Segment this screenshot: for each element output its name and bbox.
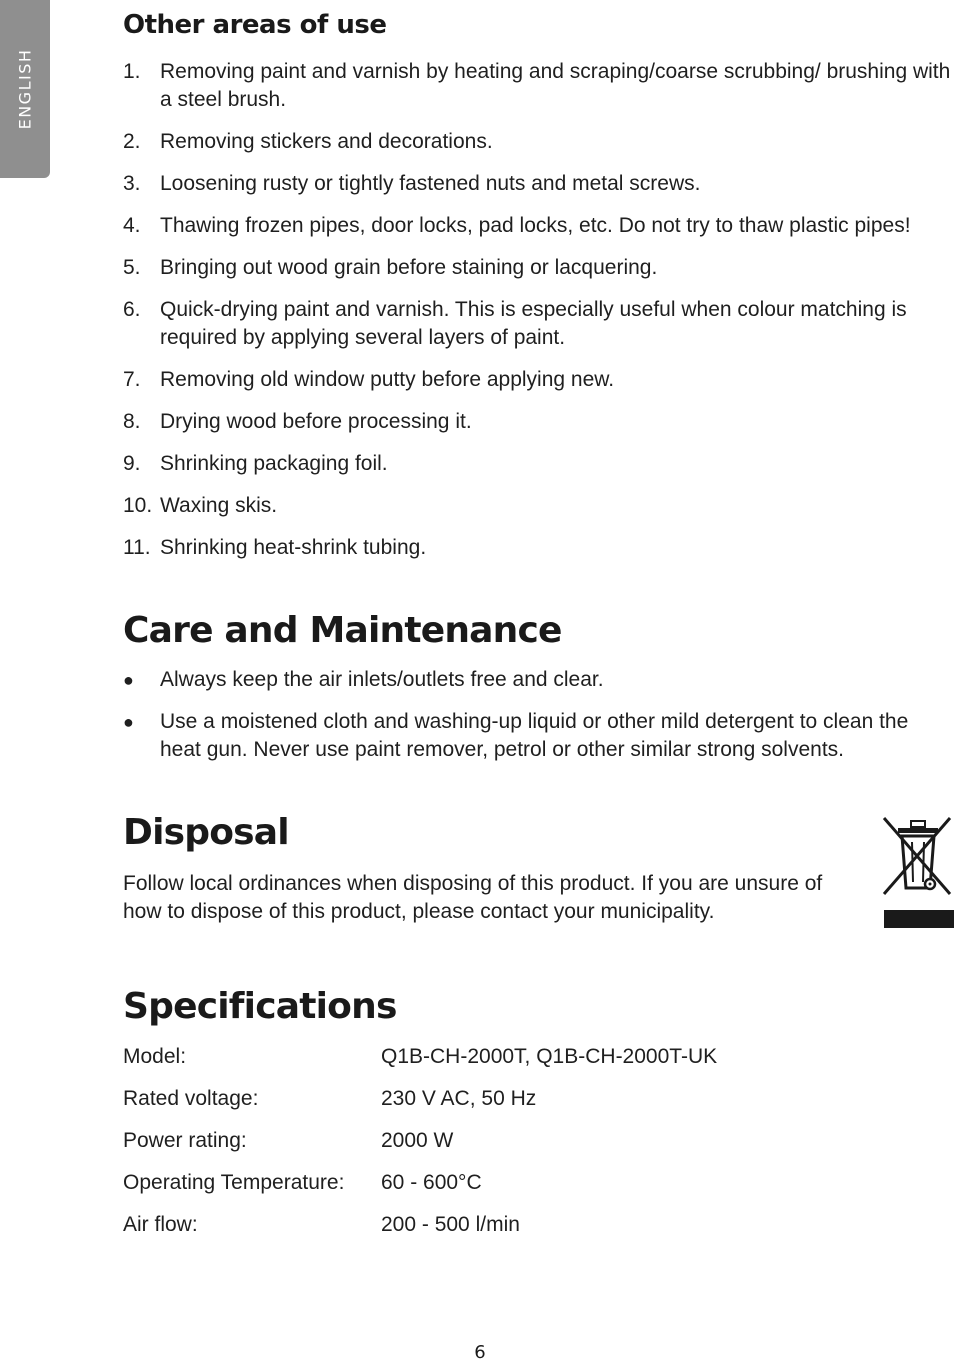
list-item [123,366,958,394]
spec-row-airflow [123,1211,520,1239]
care-list [123,666,953,778]
item-text: Bringing out wood grain before staining or lacquering. [160,256,658,279]
language-label: ENGLISH [15,48,35,130]
list-item [123,708,953,764]
bullet-text: Always keep the air inlets/outlets free and clear. [160,668,604,691]
item-text: Loosening rusty or tightly fastened nuts and metal screws. [160,172,701,195]
item-text: Removing paint and varnish by heating and scraping/coarse scrubbing/ brushing with a steel brush. [160,60,951,111]
item-number: 5. [123,256,141,279]
spec-row-temperature [123,1169,482,1197]
spec-row-power [123,1127,453,1155]
list-item [123,58,958,114]
bullet-icon: ● [123,712,134,732]
item-text: Waxing skis. [160,494,278,517]
item-text: Shrinking packaging foil. [160,452,388,475]
list-item [123,534,958,562]
spec-label: Operating Temperature: [123,1171,345,1194]
list-item [123,492,958,520]
care-heading: Care and Maintenance [123,610,562,651]
spec-value: 2000 W [381,1129,454,1152]
item-text: Thawing frozen pipes, door locks, pad locks, etc. Do not try to thaw plastic pipes! [160,214,911,237]
item-number: 3. [123,172,141,195]
bullet-text: Use a moistened cloth and washing-up liquid or other mild detergent to clean the heat gun. Never use paint remover, petrol or other similar strong solvents. [160,710,909,761]
list-item [123,212,958,240]
list-item [123,254,958,282]
item-text: Removing stickers and decorations. [160,130,493,153]
other-uses-heading: Other areas of use [123,10,387,40]
disposal-heading: Disposal [123,812,289,853]
spec-label: Power rating: [123,1129,247,1152]
spec-value: 60 - 600°C [381,1171,482,1194]
list-item [123,170,958,198]
list-item [123,408,958,436]
item-number: 7. [123,368,141,391]
item-number: 9. [123,452,141,475]
item-text: Shrinking heat-shrink tubing. [160,536,427,559]
item-number: 4. [123,214,141,237]
weee-crossed-bin-icon [880,812,956,930]
item-number: 8. [123,410,141,433]
spec-row-model [123,1043,717,1071]
other-uses-list [123,58,958,576]
item-text: Removing old window putty before applying new. [160,368,615,391]
disposal-text: Follow local ordinances when disposing of this product. If you are unsure of how to dispose of this product, please contact your municipality. [123,872,823,923]
bullet-icon: ● [123,670,134,690]
list-item [123,666,953,694]
spec-label: Rated voltage: [123,1087,259,1110]
item-number: 1. [123,60,141,83]
item-text: Drying wood before processing it. [160,410,472,433]
list-item [123,296,958,352]
specs-heading: Specifications [123,986,397,1027]
page-number: 6 [474,1342,486,1363]
language-tab [0,0,50,178]
spec-label: Air flow: [123,1213,198,1236]
spec-value: 230 V AC, 50 Hz [381,1087,537,1110]
item-number: 11. [123,536,151,559]
item-number: 6. [123,298,141,321]
list-item [123,128,958,156]
spec-row-voltage [123,1085,536,1113]
item-text: Quick-drying paint and varnish. This is especially useful when colour matching is required by applying several layers of paint. [160,298,907,349]
spec-label: Model: [123,1045,187,1068]
spec-value: Q1B-CH-2000T, Q1B-CH-2000T-UK [381,1045,718,1068]
item-number: 10. [123,494,153,517]
spec-value: 200 - 500 l/min [381,1213,520,1236]
list-item [123,450,958,478]
item-number: 2. [123,130,141,153]
